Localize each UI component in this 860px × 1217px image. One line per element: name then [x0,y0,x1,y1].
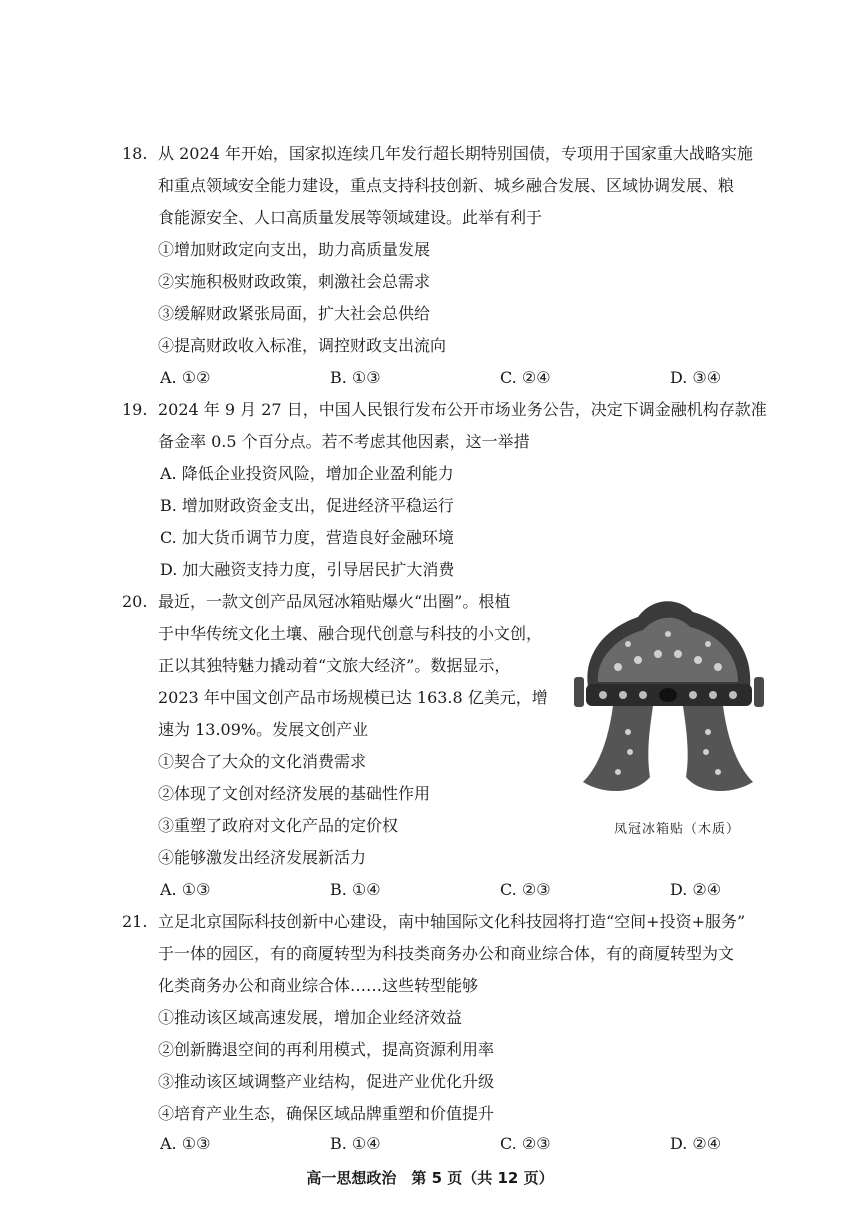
question-18-stem-line-3: 食能源安全、人口高质量发展等领域建设。此举有利于 [158,208,543,227]
question-20-item-2: ②体现了文创对经济发展的基础性作用 [158,784,431,803]
question-21-choice-d: D. ②④ [670,1134,722,1153]
question-21-item-4: ④培育产业生态，确保区域品牌重塑和价值提升 [158,1104,495,1123]
question-21-stem-line-2: 于一体的园区，有的商厦转型为科技类商务办公和商业综合体，有的商厦转型为文 [158,944,735,963]
question-21-item-1: ①推动该区域高速发展，增加企业经济效益 [158,1008,463,1027]
question-18-item-1: ①增加财政定向支出，助力高质量发展 [158,240,431,259]
question-20-stem-line-4: 2023 年中国文创产品市场规模已达 163.8 亿美元，增 [158,688,548,707]
question-18-choice-d: D. ③④ [670,368,722,387]
question-21-choice-a: A. ①③ [160,1134,211,1153]
question-20-choice-a: A. ①③ [160,880,211,899]
question-18-stem-line-1: 从 2024 年开始，国家拟连续几年发行超长期特别国债，专项用于国家重大战略实施 [158,144,753,163]
question-20-item-4: ④能够激发出经济发展新活力 [158,848,367,867]
question-21-item-2: ②创新腾退空间的再利用模式，提高资源利用率 [158,1040,495,1059]
question-20-number: 20. [122,592,148,611]
question-19-choice-d: D. 加大融资支持力度，引导居民扩大消费 [160,560,455,579]
question-20-stem-line-5: 速为 13.09%。发展文创产业 [158,720,369,739]
question-18-stem-line-2: 和重点领域安全能力建设，重点支持科技创新、城乡融合发展、区域协调发展、粮 [158,176,735,195]
question-20-stem-line-2: 于中华传统文化土壤、融合现代创意与科技的小文创， [158,624,543,643]
question-21-item-3: ③推动该区域调整产业结构，促进产业优化升级 [158,1072,495,1091]
page-footer: 高一思想政治 第 5 页（共 12 页） [306,1169,554,1187]
figure-caption: 凤冠冰箱贴（木质） [614,822,741,837]
question-19-choice-a: A. 降低企业投资风险，增加企业盈利能力 [160,464,454,483]
question-20-item-1: ①契合了大众的文化消费需求 [158,752,367,771]
question-21-stem-line-1: 立足北京国际科技创新中心建设，南中轴国际文化科技园将打造“空间+投资+服务” [158,912,746,931]
question-21-choice-c: C. ②③ [500,1134,551,1153]
question-19-choice-c: C. 加大货币调节力度，营造良好金融环境 [160,528,454,547]
question-18-choice-c: C. ②④ [500,368,551,387]
question-18-item-2: ②实施积极财政政策，刺激社会总需求 [158,272,431,291]
phoenix-crown-magnet-image [568,592,768,807]
question-21-number: 21. [122,912,148,931]
question-19-number: 19. [122,400,148,419]
question-18-choice-a: A. ①② [160,368,211,387]
question-18-item-3: ③缓解财政紧张局面，扩大社会总供给 [158,304,431,323]
question-18-item-4: ④提高财政收入标准，调控财政支出流向 [158,336,447,355]
question-20-item-3: ③重塑了政府对文化产品的定价权 [158,816,399,835]
question-18-choice-b: B. ①③ [330,368,381,387]
question-20-stem-line-3: 正以其独特魅力撬动着“文旅大经济”。数据显示， [158,656,511,675]
question-19-stem-line-1: 2024 年 9 月 27 日，中国人民银行发布公开市场业务公告，决定下调金融机构存款准 [158,400,767,419]
question-21-choice-b: B. ①④ [330,1134,381,1153]
question-20-choice-b: B. ①④ [330,880,381,899]
question-18-number: 18. [122,144,148,163]
question-19-stem-line-2: 备金率 0.5 个百分点。若不考虑其他因素，这一举措 [158,432,530,451]
question-20-stem-line-1: 最近，一款文创产品凤冠冰箱贴爆火“出圈”。根植 [158,592,511,611]
question-19-choice-b: B. 增加财政资金支出，促进经济平稳运行 [160,496,454,515]
question-20-choice-d: D. ②④ [670,880,722,899]
question-20-choice-c: C. ②③ [500,880,551,899]
question-21-stem-line-3: 化类商务办公和商业综合体……这些转型能够 [158,976,479,995]
